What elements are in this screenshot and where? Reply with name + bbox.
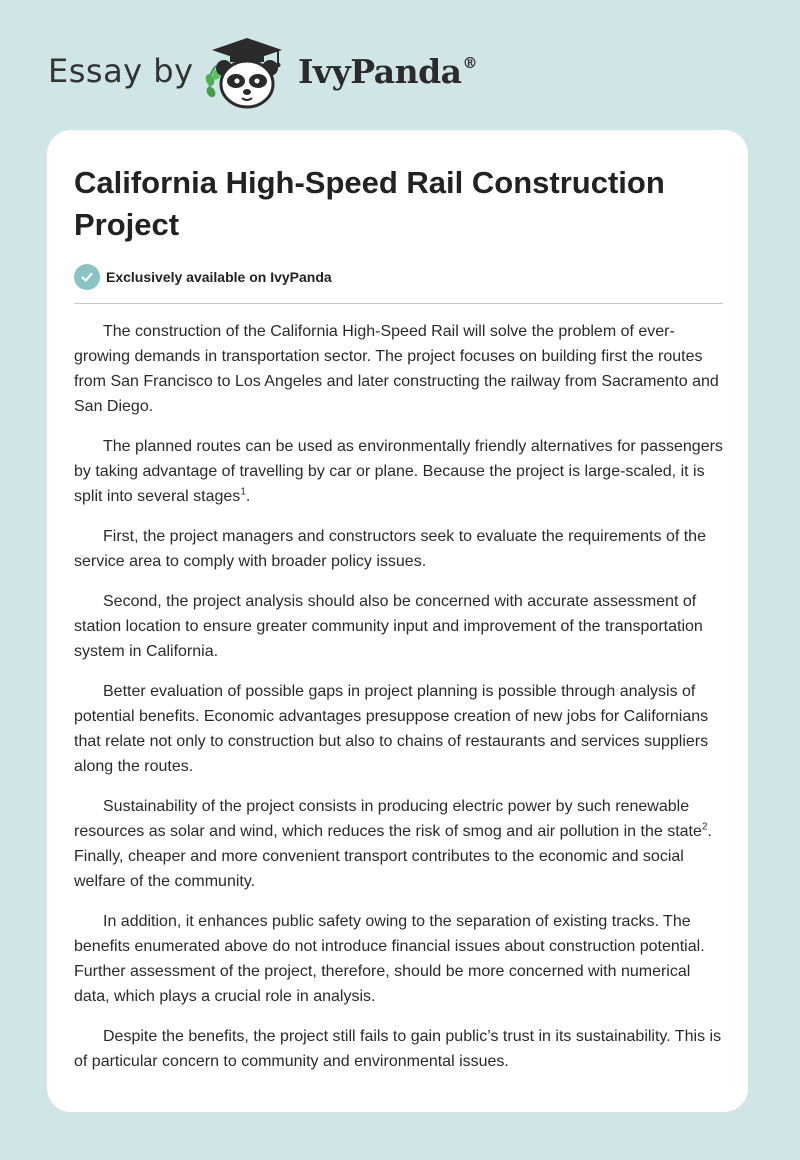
paragraph: Sustainability of the project consists in producing electric power by such renewable resources as solar and wind, which reduces the risk of smog and air pollution in the state$^2$. Finally, cheaper and more convenient transport contributes to the economic and social welfare of the community.: [74, 798, 712, 890]
essay-by-label: Essay by: [48, 52, 194, 90]
site-header: [0, 0, 800, 125]
essay-title: California High-Speed Rail Construction Project: [74, 165, 665, 242]
paragraph: First, the project managers and constructors seek to evaluate the requirements of the service area to comply with broader policy issues.: [74, 528, 706, 570]
footnote-ref[interactable]: 1: [240, 486, 246, 498]
brand-name[interactable]: [298, 52, 477, 91]
paragraph: The planned routes can be used as environmentally friendly alternatives for passengers by taking advantage of travelling by car or plane. Because the project is large-scaled, it is split into several stages$^1$.: [74, 438, 723, 505]
paragraph: In addition, it enhances public safety owing to the separation of existing tracks. The benefits enumerated above do not introduce financial issues about construction potential. Further assessment of the project, therefore, should be more concerned with numerical data, which plays a crucial role in analysis.: [74, 913, 705, 1005]
exclusive-badge: [74, 264, 332, 290]
footnote-ref[interactable]: 2: [701, 821, 708, 833]
divider: [74, 303, 723, 304]
checkmark-icon: [74, 264, 100, 290]
essay-card: [47, 130, 748, 1112]
paragraph: The construction of the California High-Speed Rail will solve the problem of ever-growing demands in transportation sector. The project focuses on building first the routes from San Francisco to Los Angeles and later constructing the railway from Sacramento and San Diego.: [74, 323, 719, 415]
panda-logo-icon[interactable]: [202, 36, 292, 110]
essay-body: [74, 319, 725, 1089]
registered-mark: ®: [462, 54, 478, 72]
paragraph: Second, the project analysis should also be concerned with accurate assessment of station location to ensure greater community input and improvement of the transportation system in California.: [74, 593, 703, 660]
paragraph: Despite the benefits, the project still fails to gain public’s trust in its sustainability. This is of particular concern to community and environmental issues.: [74, 1028, 722, 1070]
brand-text: IvyPanda: [298, 52, 462, 91]
paragraph: Better evaluation of possible gaps in project planning is possible through analysis of potential benefits. Economic advantages presuppose creation of new jobs for Californians that relate not only to construction but also to chains of restaurants and services suppliers along the routes.: [74, 683, 709, 775]
badge-label: Exclusively available on IvyPanda: [106, 269, 332, 285]
